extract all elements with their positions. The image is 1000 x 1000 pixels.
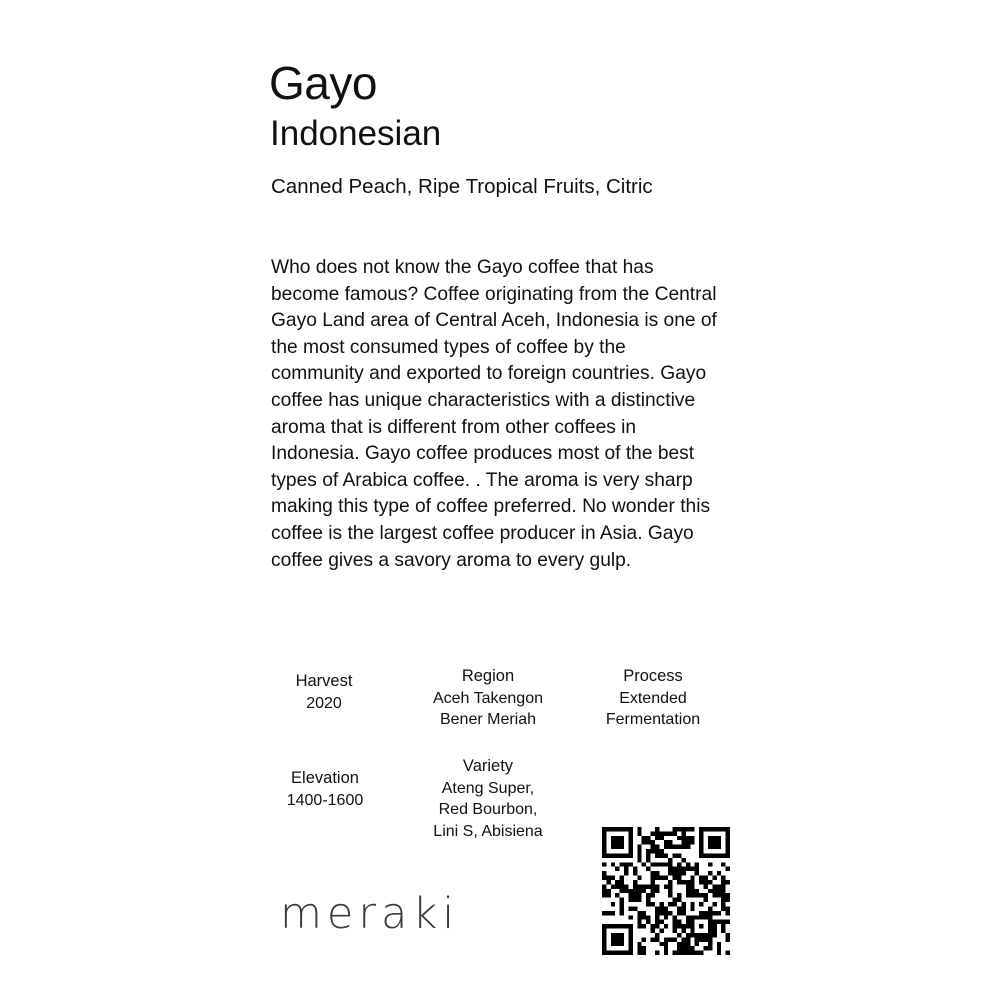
tasting-notes: Canned Peach, Ripe Tropical Fruits, Citric (271, 175, 653, 198)
spec-value: Extended (619, 689, 687, 707)
spec-label: Variety (462, 757, 514, 775)
spec-value: Aceh Takengon (432, 689, 543, 707)
spec-label: Region (461, 667, 515, 685)
spec-elevation (264, 768, 386, 811)
qr-code-icon[interactable] (602, 827, 730, 955)
spec-label: Elevation (291, 769, 359, 787)
spec-harvest (264, 671, 384, 714)
brand-logo: meraki (280, 889, 460, 939)
spec-value: Lini S, Abisiena (433, 822, 543, 840)
spec-region (418, 666, 558, 731)
product-origin: Indonesian (270, 114, 442, 153)
spec-label: Process (623, 667, 683, 685)
product-title: Gayo (269, 57, 377, 109)
spec-value: Red Bourbon, (438, 801, 538, 818)
spec-value: Bener Meriah (439, 711, 537, 728)
product-description: Who does not know the Gayo coffee that has become famous? Coffee originating from the Central Gayo Land area of Central Aceh, Indonesia is one of the most consumed types of coffee by the community and exported to foreign countries. Gayo coffee has unique characteristics with a distinctive aroma that is different from other coffees in Indonesia. Gayo coffee produces most of the best types of Arabica coffee. . The aroma is very sharp making this type of coffee preferred. No wonder this coffee is the largest coffee producer in Asia. Gayo coffee gives a savory aroma to every gulp. (271, 257, 717, 571)
spec-value: Ateng Super, (441, 779, 535, 797)
spec-label: Harvest (295, 672, 353, 690)
spec-value: Fermentation (605, 711, 701, 728)
spec-variety (418, 756, 558, 842)
spec-value: 2020 (306, 694, 342, 712)
spec-value: 1400-1600 (286, 791, 364, 809)
spec-process (583, 666, 723, 731)
qr-code-graphic (602, 827, 730, 955)
